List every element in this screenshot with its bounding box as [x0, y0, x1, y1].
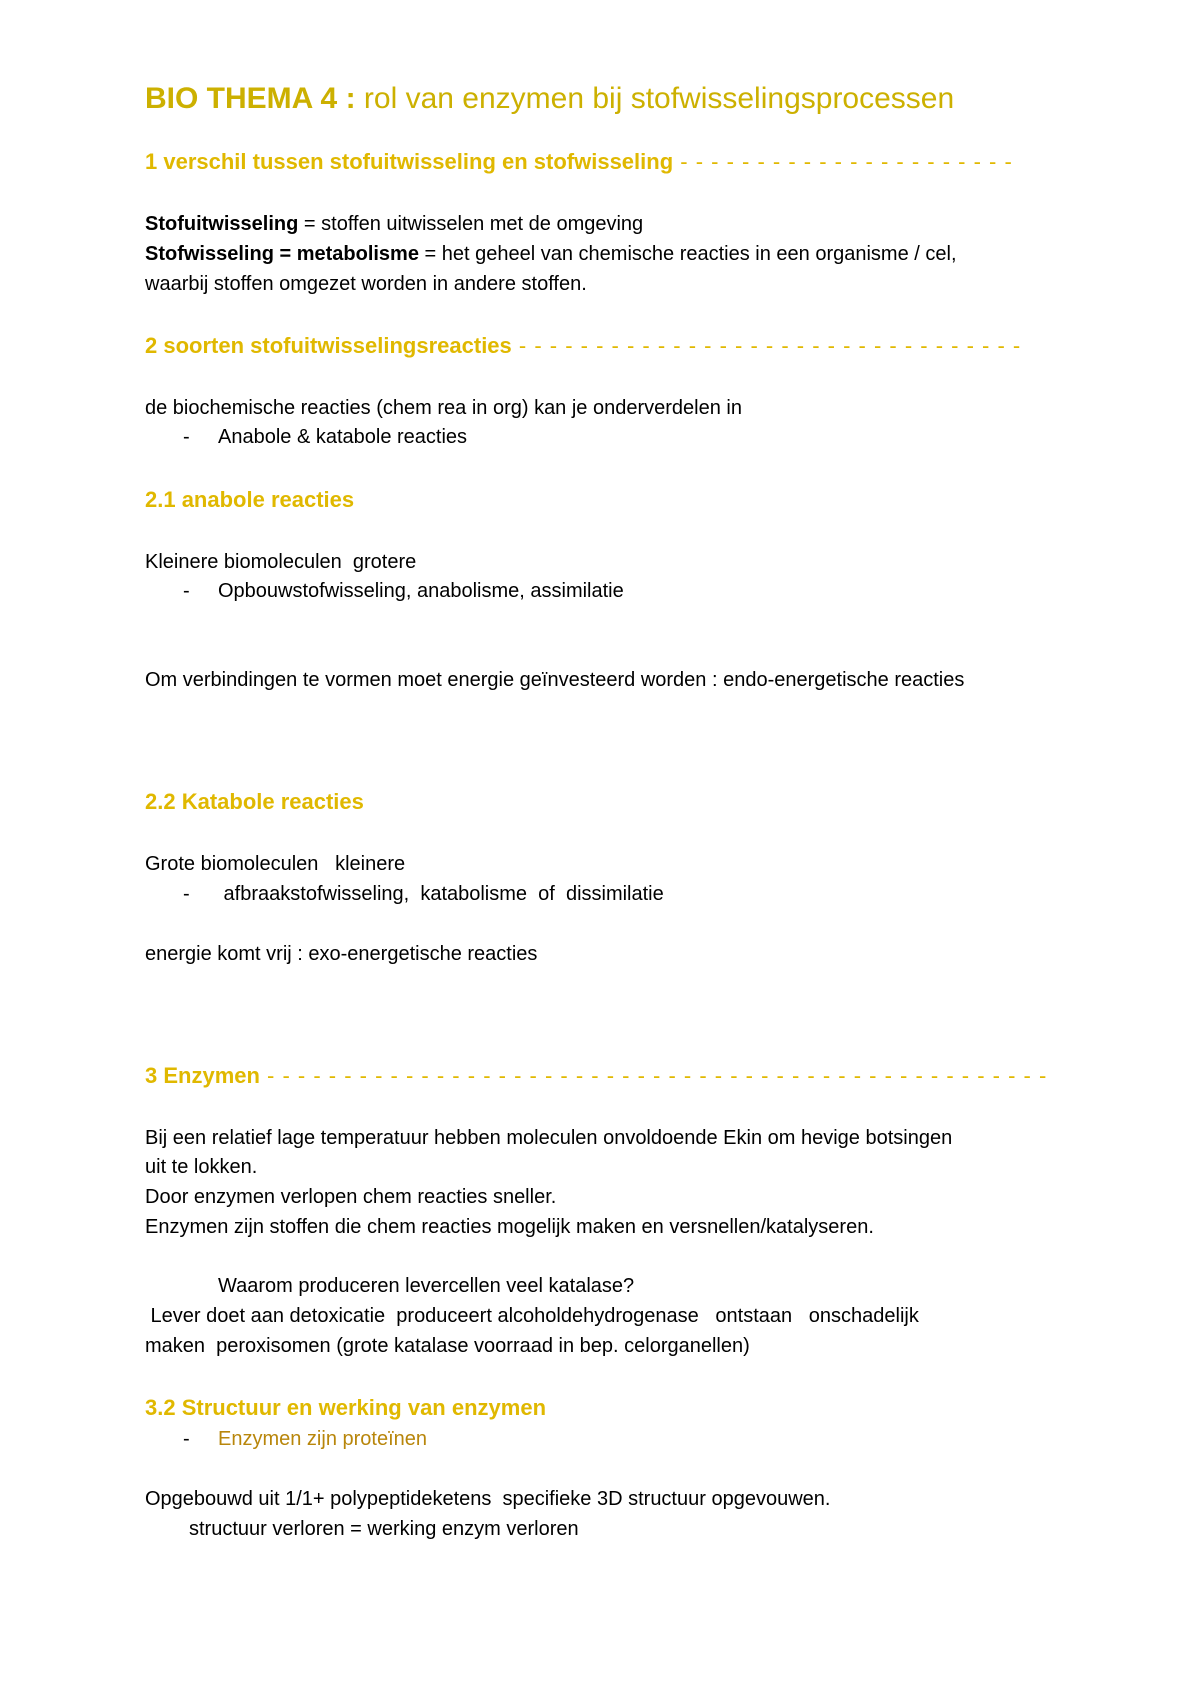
paragraph-line: structuur verloren = werking enzym verloren — [189, 1518, 579, 1540]
bullet-dash: - — [183, 426, 190, 448]
heading-section-3-2: 3.2 Structuur en werking van enzymen — [145, 1395, 547, 1420]
definition-text: = het geheel van chemische reacties in een organisme / cel, — [418, 243, 957, 265]
title-bold: BIO THEMA 4 : — [145, 82, 356, 115]
answer-line: Lever doet aan detoxicatie produceert alcoholdehydrogenase ontstaan onschadelijk — [145, 1305, 919, 1327]
heading-text: 1 verschil tussen stofuitwisseling en stofwisseling — [145, 149, 674, 174]
title-rest: rol van enzymen bij stofwisselingsprocessen — [355, 82, 955, 115]
heading-text: 3 Enzymen — [145, 1063, 260, 1088]
bullet-text: Enzymen zijn proteïnen — [218, 1428, 428, 1450]
heading-section-3 — [145, 1062, 1047, 1090]
page-title — [145, 80, 954, 118]
heading-dashes: - - - - - - - - - - - - - - - - - - - - - - — [673, 149, 1013, 174]
term-bold: Stofwisseling = metabolisme — [145, 243, 419, 265]
paragraph-line: Door enzymen verlopen chem reacties sneller. — [145, 1186, 557, 1208]
paragraph-line: Om verbindingen te vormen moet energie geïnvesteerd worden : endo-energetische reacties — [145, 669, 965, 691]
paragraph-line — [145, 211, 643, 237]
term-bold: Stofuitwisseling — [145, 213, 299, 235]
bullet-item — [183, 424, 467, 450]
paragraph-line — [145, 241, 957, 267]
paragraph-line: de biochemische reacties (chem rea in org) kan je onderverdelen in — [145, 397, 742, 419]
heading-dashes: - - - - - - - - - - - - - - - - - - - - - - - - - - - - - - - - - - - - - - - - - - - - - - - - - - - — [259, 1063, 1048, 1088]
bullet-item — [183, 578, 624, 604]
paragraph-line: Kleinere biomoleculen grotere — [145, 551, 417, 573]
heading-text: 2 soorten stofuitwisselingsreacties — [145, 333, 512, 358]
bullet-text: afbraakstofwisseling, katabolisme of dissimilatie — [218, 883, 664, 905]
heading-section-2 — [145, 332, 1021, 360]
paragraph-line: energie komt vrij : exo-energetische reacties — [145, 943, 538, 965]
paragraph-line: waarbij stoffen omgezet worden in andere stoffen. — [145, 273, 587, 295]
bullet-item — [183, 881, 664, 907]
bullet-text: Anabole & katabole reacties — [218, 426, 468, 448]
bullet-dash: - — [183, 580, 190, 602]
heading-section-1 — [145, 148, 1013, 176]
paragraph-line: Grote biomoleculen kleinere — [145, 853, 406, 875]
bullet-text: Opbouwstofwisseling, anabolisme, assimilatie — [218, 580, 624, 602]
question-line: Waarom produceren levercellen veel katalase? — [218, 1275, 635, 1297]
heading-section-2-2: 2.2 Katabole reacties — [145, 789, 364, 814]
paragraph-line: uit te lokken. — [145, 1156, 258, 1178]
paragraph-line: Enzymen zijn stoffen die chem reacties mogelijk maken en versnellen/katalyseren. — [145, 1216, 874, 1238]
bullet-dash: - — [183, 883, 190, 905]
heading-section-2-1: 2.1 anabole reacties — [145, 487, 355, 512]
paragraph-line: Opgebouwd uit 1/1+ polypeptideketens specifieke 3D structuur opgevouwen. — [145, 1488, 831, 1510]
definition-text: = stoffen uitwisselen met de omgeving — [298, 213, 644, 235]
paragraph-line: Bij een relatief lage temperatuur hebben moleculen onvoldoende Ekin om hevige botsingen — [145, 1127, 953, 1149]
answer-line: maken peroxisomen (grote katalase voorraad in bep. celorganellen) — [145, 1335, 750, 1357]
bullet-dash: - — [183, 1428, 190, 1450]
heading-dashes: - - - - - - - - - - - - - - - - - - - - - - - - - - - - - - - - - — [511, 333, 1022, 358]
bullet-item — [183, 1426, 427, 1452]
